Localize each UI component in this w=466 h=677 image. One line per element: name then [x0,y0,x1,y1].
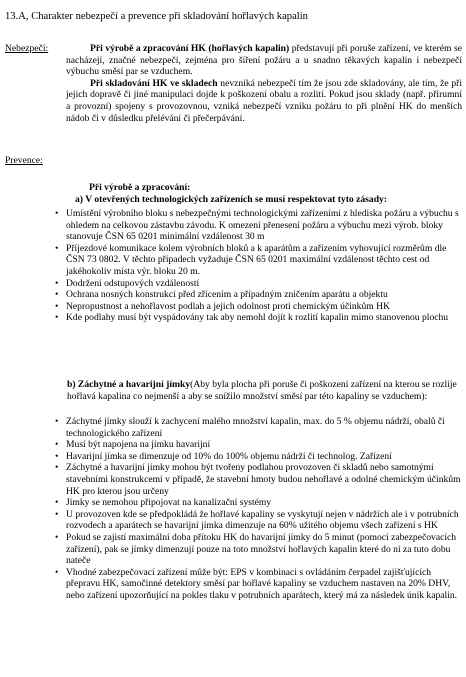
list-item: • Záchytné jímky slouží k zachycení malého množství kapalin, max. do 5 % objemu nádrží, obalů či technologického zařízení [55,416,462,439]
nebezpeci-p2-bold: Při skladování HK ve skladech [90,77,218,89]
list-item: • Příjezdové komunikace kolem výrobních bloků a k aparátům a zařízením vyhovující rozměrům dle ČSN 73 0802. V těchto případech vyžaduje ČSN 65 0201 maximální vzdálenost těchto cest od jakéhokoliv místa výr. bloku 20 m. [55,243,462,278]
list-item: • Kde podlahy musí být vyspádovány tak aby nemohl dojít k rozlití kapalin mimo stanovenou plochu [55,312,462,324]
list-item: • Záchytné a havarijní jímky mohou být tvořeny podlahou provozoven či skladů nebo samotnými stavebními konstrukcemi v případě, že stavební hmoty budou nehořlavé a odolné chemickým účinkům HK pro kterou jsou určeny [55,462,462,497]
list-item: • Vhodné zabezpečovací zařízení může být: EPS v kombinaci s ovládáním čerpadel zajišťujících přepravu HK, samočinné detektory směsí par hořlavé kapaliny se vzduchem nastaven na 20% DHV, nebo zařízení upozorňující na pokles tlaku v potrubních aparátech, který má za následek únik kapalin. [55,567,462,602]
subsection-b-text: (Aby byla plocha při poruše či poškození zařízení na kterou se rozlije hořlavá kapalina co nejmenší a aby se snížilo množství směsí par této kapaliny se vzduchem): [67,379,457,402]
nebezpeci-paragraph-1 [66,43,462,78]
list-item: • Havarijní jímka se dimenzuje od 10% do 100% objemu nádrží či technolog. Zařízení [55,451,462,463]
list-item: • Jímky se nemohou připojovat na kanalizační systémy [55,497,462,509]
list-item: • Dodržení odstupových vzdáleností [55,278,462,290]
subsection-a-heading: a) V otevřených technologických zařízeních se musí respektovat tyto zásady: [75,194,388,205]
subsection-b-intro [67,379,459,402]
list-item: • Nepropustnost a nehořlavost podlah a jejich odolnost proti chemickým účinkům HK [55,301,462,313]
list-item: • Umístění výrobního bloku s nebezpečnými technologickými zařízeními z hlediska požáru a výbuchu s ohledem na celkovou zástavbu závodu. K omezení přenesení požáru a výbuchu mezi výrob. bloky stanovuje ČSN 65 0201 minimální vzdálenost 30 m [55,208,462,243]
prevence-heading: Při výrobě a zpracování: [89,182,191,193]
list-item: • Musí být napojena na jímku havarijní [55,439,462,451]
nebezpeci-p1-bold: Při výrobě a zpracování HK (hořlavých kapalin) [90,43,290,54]
list-item: • Pokud se zajistí maximální doba přítoku HK do havarijní jímky do 5 minut (pomocí zabezpečovacích zařízení), pak se jímky dimenzují pouze na toto množství hořlavých kapalin které do ní za tuto dobu nateče [55,532,462,567]
nebezpeci-label: Nebezpečí: [5,43,49,54]
list-b [55,416,462,602]
list-item: • U provozoven kde se předpokládá že hořlavé kapaliny se vyskytují nejen v nádržích ale i v potrubních rozvodech a aparátech se havarijní jímka dimenzuje na 60% užitého objemu všech zařízení s HK [55,509,462,532]
list-a [55,208,462,324]
page-title: 13.A, Charakter nebezpečí a prevence při skladování hořlavých kapalin [5,11,308,22]
subsection-b-heading: b) Záchytné a havarijní jímky [67,379,191,390]
list-item: • Ochrana nosných konstrukcí před zřícením a případným zničením aparátu a objektu [55,289,462,301]
nebezpeci-section [66,43,462,124]
prevence-label: Prevence: [5,155,43,166]
nebezpeci-p2-text: nevzniká nebezpečí tím že jsou zde skladovány, ale tím, že při jejich dopravě či jiné manipulaci dojde k poškození obalu a rozlití. Pokud jsou sklady (např. přírumní a provozní) spojeny s provozovnou, vzniká nebezpečí vzniku požáru to při plnění HK do menších nádob či v důsledku přelévání či přečerpávání. [66,77,462,124]
nebezpeci-p1-text: představují při poruše zařízení, ve kterém se nacházejí, značné nebezpečí, zejména pro šíření požáru a u snadno těkavých kapalin i nebezpečí výbuchu směsí par se vzduchem. [66,43,462,78]
nebezpeci-paragraph-2 [66,78,462,124]
